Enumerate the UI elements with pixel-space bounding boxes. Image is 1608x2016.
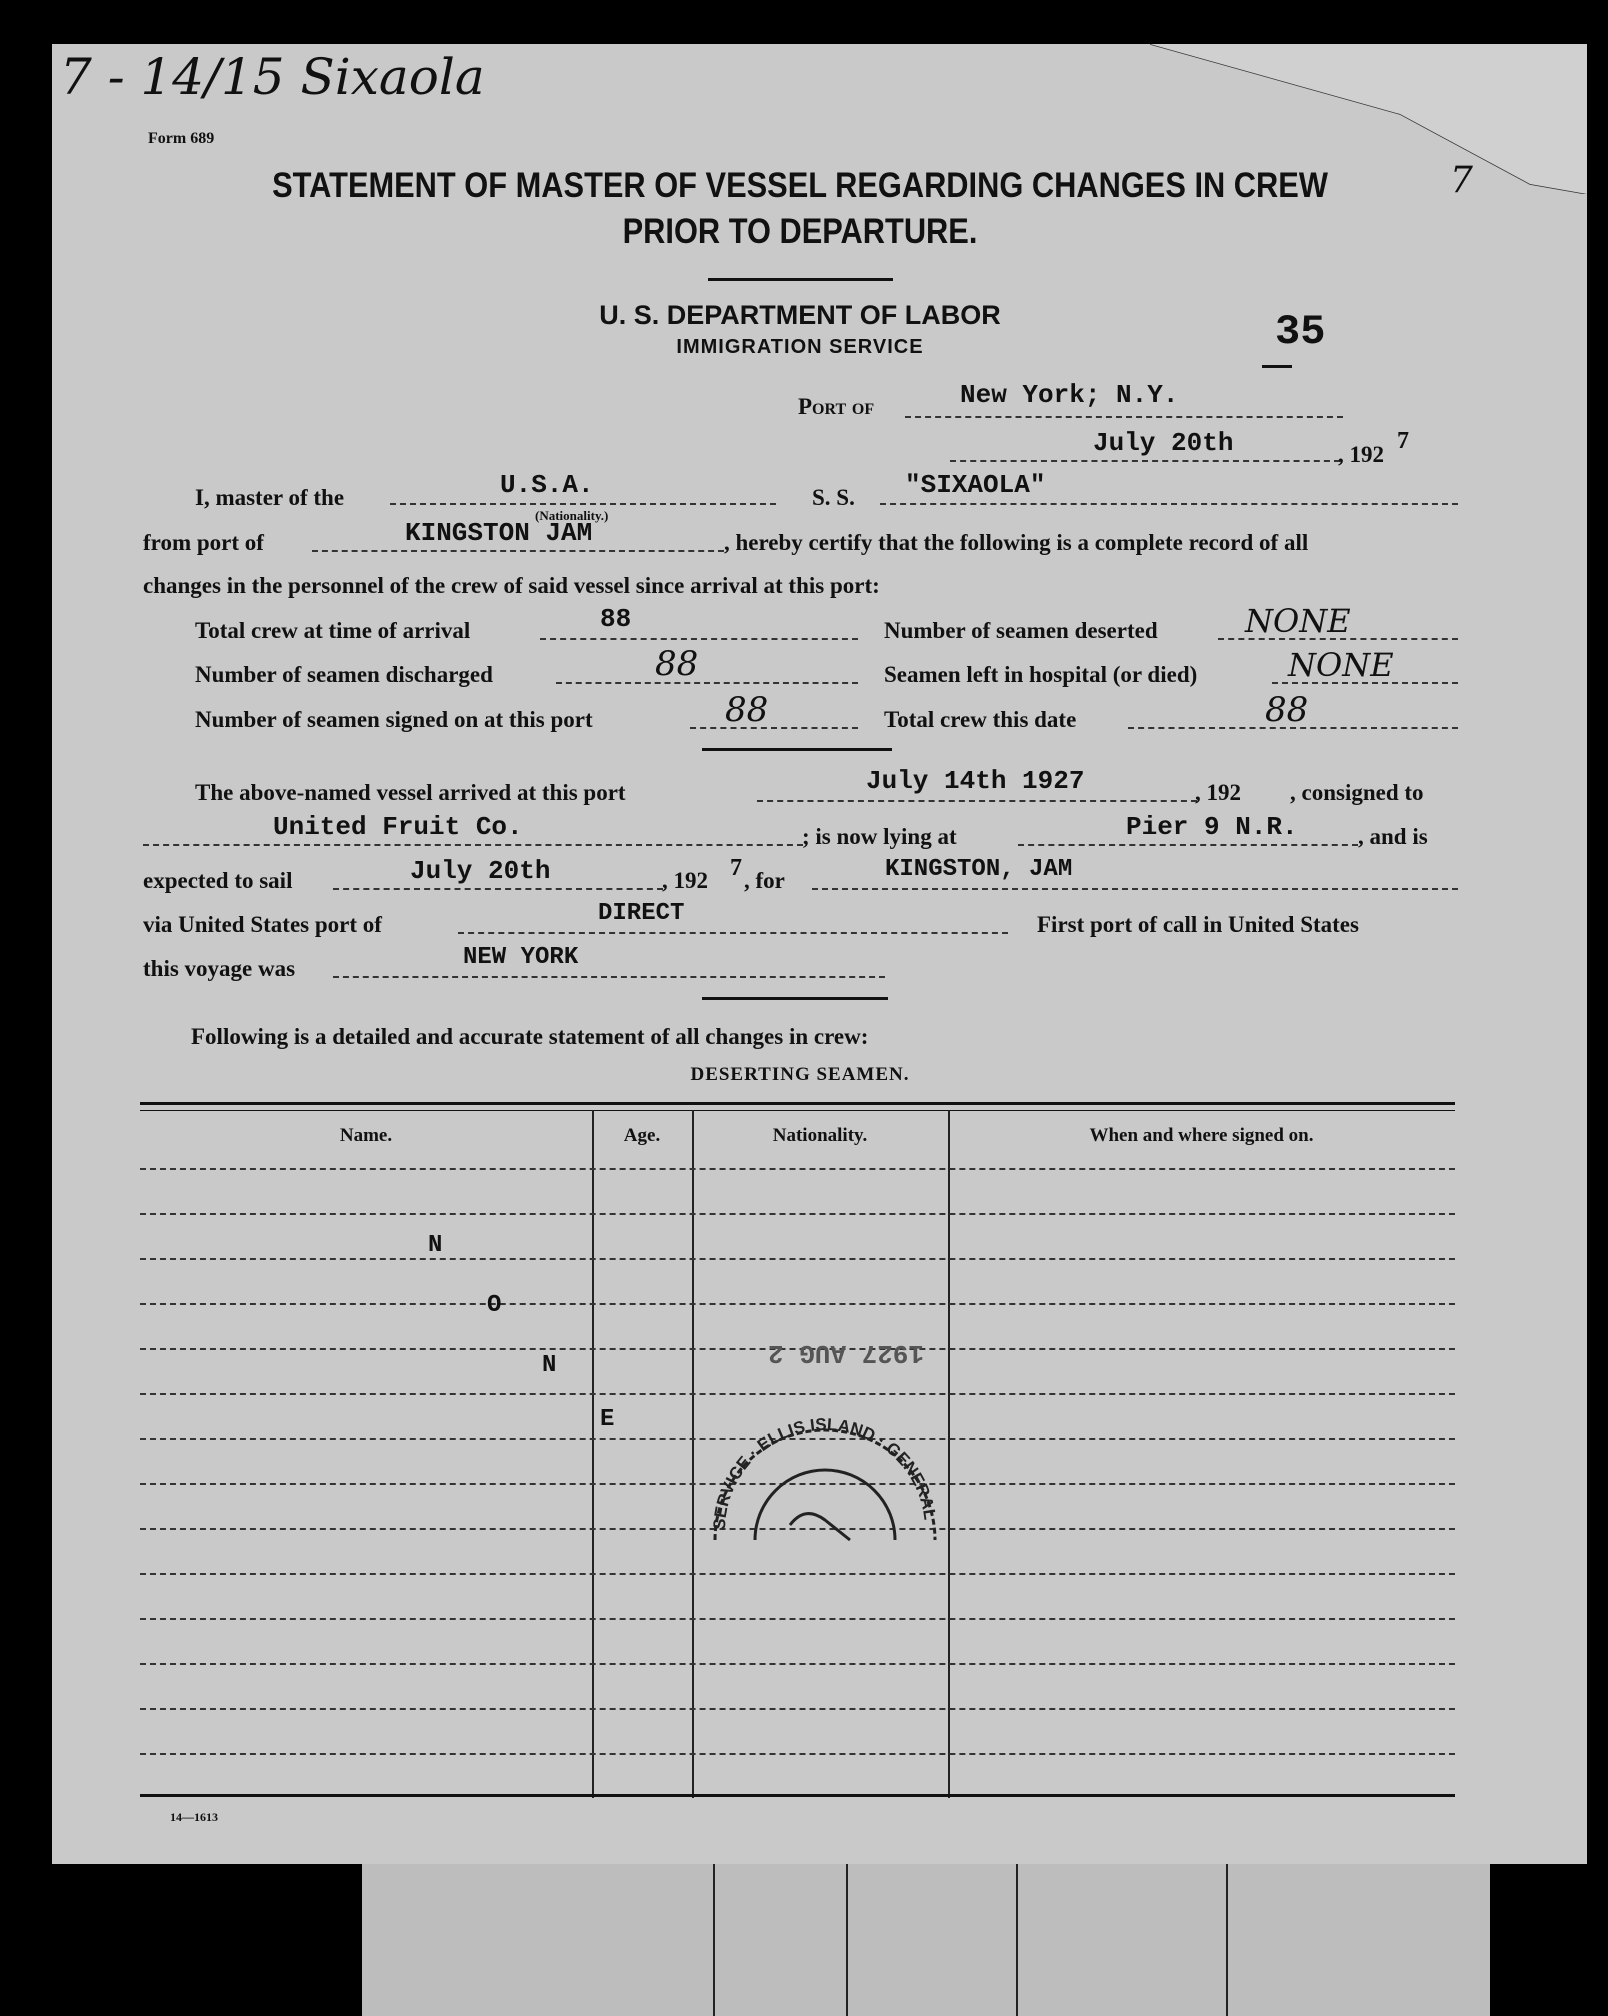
consignee-line (143, 844, 803, 846)
handwritten-mark: 7 (1450, 160, 1473, 201)
statement-intro: Following is a detailed and accurate statement of all changes in crew: (191, 1024, 869, 1049)
table-heading: DESERTING SEAMEN. (690, 1064, 910, 1085)
stub-divider (1016, 1864, 1018, 2016)
table-row-line (140, 1573, 1455, 1575)
ss-label: S. S. (812, 485, 855, 510)
table-row-line (140, 1258, 1455, 1260)
destination-line (812, 888, 1458, 890)
sail-date-line (333, 888, 663, 890)
and-is-label: , and is (1358, 824, 1428, 849)
column-header-age: Age. (623, 1125, 661, 1146)
arrived-line (757, 800, 1197, 802)
discharged-label: Number of seamen discharged (195, 662, 493, 687)
column-header-name: Name. (339, 1125, 393, 1146)
master-label: I, master of the (195, 485, 345, 510)
total-crew-arrival-label: Total crew at time of arrival (195, 618, 471, 643)
table-entry-letter: N (542, 1352, 557, 1379)
nationality-value: U.S.A. (500, 470, 594, 500)
table-bottom-rule (140, 1794, 1455, 1797)
date-value: July 20th (1093, 428, 1234, 458)
arrived-label: The above-named vessel arrived at this port (195, 780, 626, 805)
consignee-value: United Fruit Co. (273, 812, 523, 842)
page-title-line2: PRIOR TO DEPARTURE. (622, 212, 978, 251)
divider (708, 278, 893, 281)
page-title: STATEMENT OF MASTER OF VESSEL REGARDING CHANGES IN CREW (272, 166, 1328, 205)
nationality-caption: (Nationality.) (535, 508, 609, 523)
first-port-line (333, 976, 885, 978)
department-name: U. S. DEPARTMENT OF LABOR (599, 300, 1001, 330)
port-label: Port of (798, 394, 875, 419)
via-line (458, 932, 1008, 934)
certify-text-line2: changes in the personnel of the crew of said vessel since arrival at this port: (143, 573, 880, 598)
sail-date-value: July 20th (410, 856, 551, 886)
port-line (905, 416, 1343, 418)
service-name: IMMIGRATION SERVICE (676, 336, 924, 358)
table-entry-letter: N (428, 1232, 443, 1259)
stub-divider (713, 1864, 715, 2016)
footer-code: 14—1613 (170, 1810, 218, 1824)
table-top-rule (140, 1102, 1455, 1105)
underlying-page (362, 1864, 1490, 2016)
arrived-year: , 192 (1195, 780, 1241, 805)
table-row-line (140, 1753, 1455, 1755)
column-header-nationality: Nationality. (772, 1125, 868, 1146)
divider (702, 748, 892, 751)
this-voyage-label: this voyage was (143, 956, 296, 981)
deserted-label: Number of seamen deserted (884, 618, 1158, 643)
stamp-outer-text: SERVICE · ELLIS ISLAND · GENERAL (709, 1414, 940, 1531)
table-row-line (140, 1303, 1455, 1305)
total-crew-date-label: Total crew this date (884, 707, 1077, 732)
from-port-line (312, 550, 724, 552)
hospital-value: NONE (1288, 646, 1394, 684)
first-port-label: First port of call in United States (1037, 912, 1359, 937)
signed-on-value: 88 (725, 690, 769, 730)
certify-text: , hereby certify that the following is a complete record of all (724, 530, 1309, 555)
form-number: Form 689 (148, 130, 215, 147)
date-line (950, 460, 1340, 462)
total-crew-arrival-line (540, 638, 858, 640)
via-value: DIRECT (598, 900, 685, 927)
mark-dash (1262, 365, 1292, 368)
handwritten-annotation: 7 - 14/15 Sixaola (60, 48, 485, 106)
stub-divider (846, 1864, 848, 2016)
from-port-value: KINGSTON JAM (405, 518, 593, 548)
ship-name: "SIXAOLA" (905, 470, 1046, 500)
from-port-label: from port of (143, 530, 264, 555)
svg-text:SERVICE · ELLIS ISLAND · GENER (710, 1415, 940, 1530)
signed-on-label: Number of seamen signed on at this port (195, 707, 593, 732)
stamp-date: 1927 AUG 2 (768, 1338, 925, 1368)
discharged-value: 88 (655, 644, 699, 684)
table-row-line (140, 1663, 1455, 1665)
total-crew-arrival-value: 88 (600, 604, 632, 634)
table-row-line (140, 1213, 1455, 1215)
deserted-value: NONE (1245, 602, 1351, 640)
sail-year-suffix: 7 (730, 855, 742, 881)
table-entry-letter: E (600, 1406, 615, 1433)
table-row-line (140, 1168, 1455, 1170)
table-top-rule (140, 1110, 1455, 1111)
total-crew-date-value: 88 (1265, 690, 1309, 730)
first-port-value: NEW YORK (463, 944, 579, 971)
divider (702, 997, 888, 1000)
table-entry-letter: O (487, 1292, 502, 1319)
for-label: , for (744, 868, 785, 893)
nationality-line (390, 503, 776, 505)
date-year-suffix: 7 (1397, 428, 1409, 454)
pier-line (1018, 844, 1358, 846)
pier-value: Pier 9 N.R. (1126, 812, 1298, 842)
port-value: New York; N.Y. (960, 380, 1179, 410)
arrived-value: July 14th 1927 (866, 766, 1085, 796)
ellis-island-stamp (695, 1390, 955, 1570)
sail-year-prefix: , 192 (662, 868, 708, 893)
expected-label: expected to sail (143, 868, 293, 893)
date-year-prefix: , 192 (1338, 442, 1384, 467)
stub-divider (1226, 1864, 1228, 2016)
document-number: 35 (1275, 308, 1326, 356)
ship-line (880, 503, 1458, 505)
hospital-label: Seamen left in hospital (or died) (884, 662, 1198, 687)
signed-on-line (690, 727, 858, 729)
lying-label: ; is now lying at (802, 824, 957, 849)
table-row-line (140, 1618, 1455, 1620)
destination-value: KINGSTON, JAM (885, 856, 1073, 883)
table-row-line (140, 1708, 1455, 1710)
via-label: via United States port of (143, 912, 382, 937)
discharged-line (556, 682, 858, 684)
consigned-label: , consigned to (1290, 780, 1424, 805)
column-header-signed-on: When and where signed on. (1089, 1125, 1314, 1146)
